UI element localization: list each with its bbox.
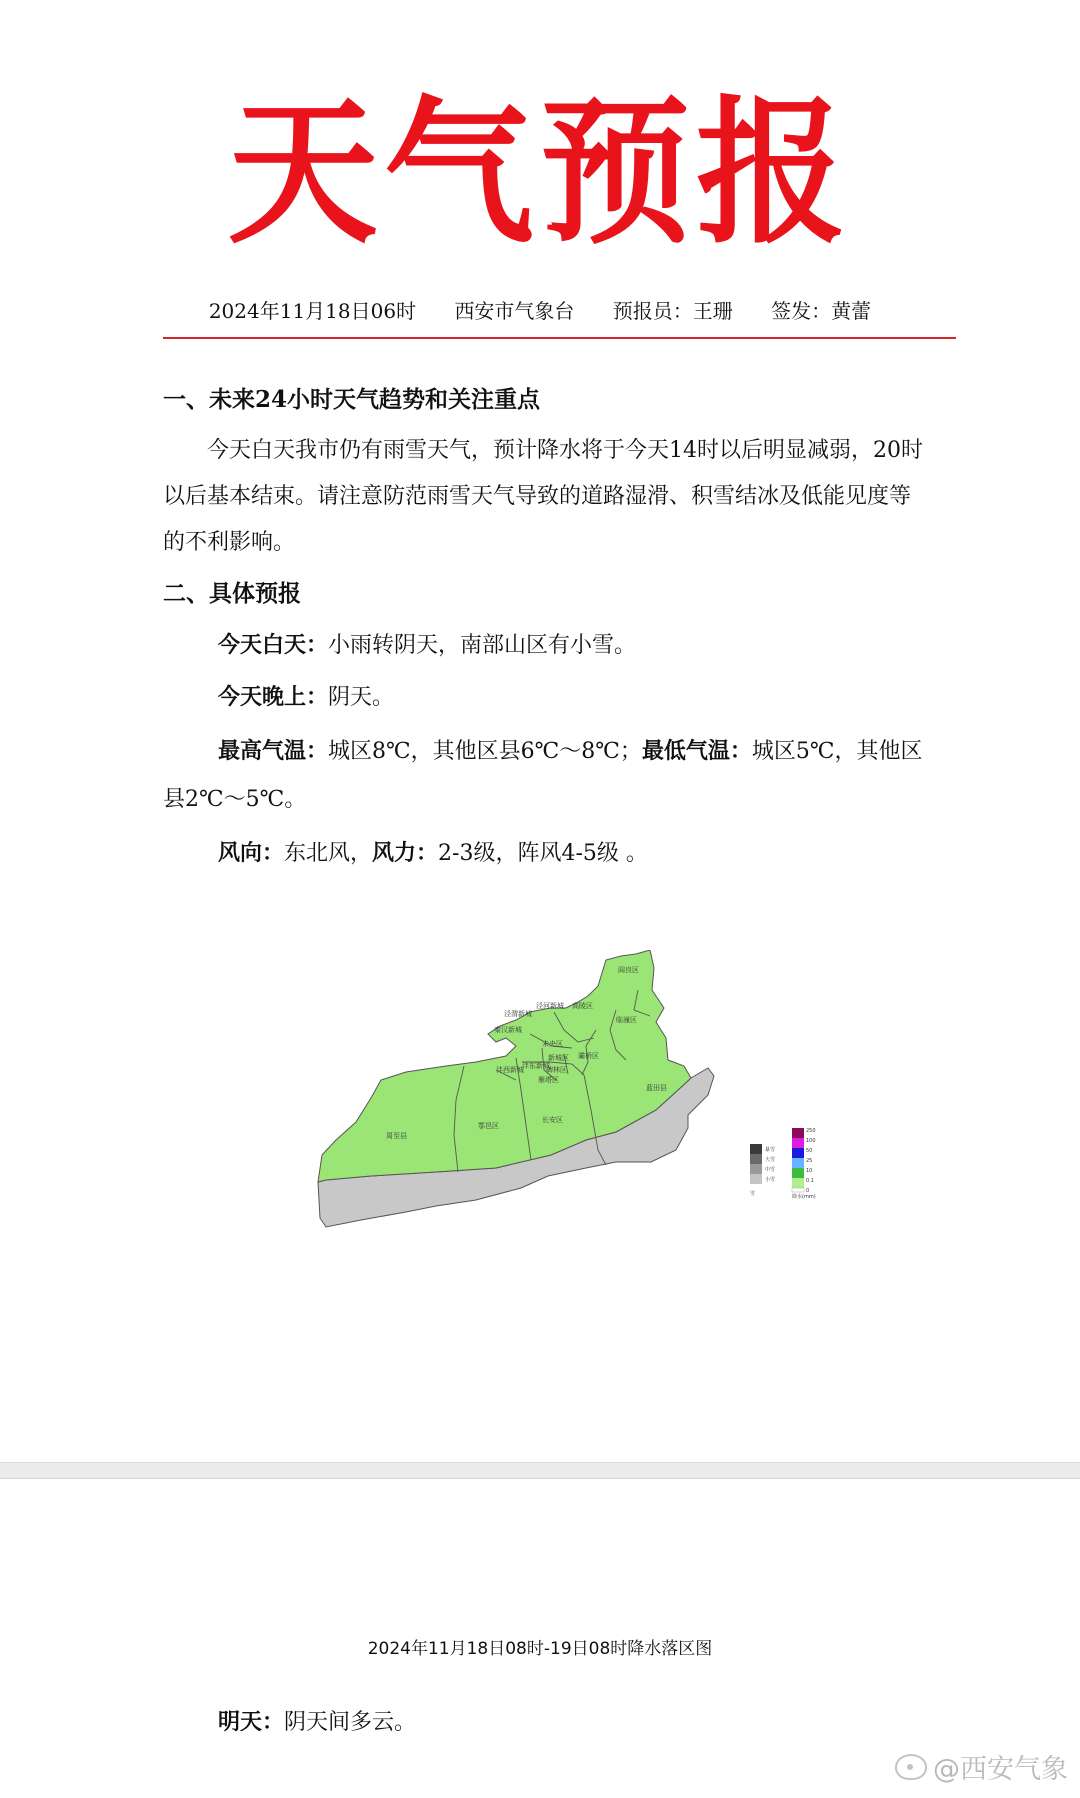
- rain-legend-5: 10: [806, 1168, 813, 1174]
- rain-legend-6: 0.1: [806, 1178, 814, 1184]
- max-temp-label: 最高气温：: [218, 738, 329, 764]
- document-page-2: [0, 1478, 1080, 1798]
- rain-legend-title: 降水(mm): [792, 1194, 816, 1200]
- label-fengdong: 沣东新城: [522, 1062, 550, 1070]
- temperature-row: [163, 727, 923, 824]
- snow-legend-title: 雪: [750, 1191, 756, 1197]
- label-fengxi: 沣西新城: [496, 1066, 524, 1074]
- section-1-body: 今天白天我市仍有雨雪天气，预计降水将于今天14时以后明显减弱，20时以后基本结束。请注意防范雨雪天气导致的道路湿滑、积雪结冰及低能见度等的不利影响。: [163, 438, 923, 555]
- today-night-label: 今天晚上：: [218, 684, 329, 710]
- wind-row: [218, 831, 923, 876]
- label-lantian: 蓝田县: [646, 1084, 667, 1092]
- snow-legend-2: 大雪: [765, 1157, 776, 1163]
- label-jinghe2: 泾渭新城: [504, 1010, 532, 1018]
- issuer: 西安市气象台: [454, 299, 575, 323]
- rain-legend-7: 0: [806, 1188, 810, 1194]
- tomorrow-text: 阴天间多云。: [284, 1710, 417, 1735]
- label-zhouzhi: 周至县: [386, 1132, 407, 1140]
- wind-force-text: 2-3级，阵风4-5级 。: [438, 841, 648, 866]
- label-beilin: 碑林区: [546, 1066, 567, 1074]
- forecast-content: [163, 372, 923, 883]
- tomorrow-label: 明天：: [218, 1709, 285, 1735]
- forecaster: 预报员：王珊: [612, 299, 733, 323]
- label-gaoling: 高陵区: [572, 1002, 593, 1010]
- rain-legend-1: 250: [806, 1128, 816, 1134]
- signer: 签发：黄蕾: [771, 299, 872, 323]
- issue-info: [0, 295, 1080, 324]
- rain-legend-3: 50: [806, 1148, 813, 1154]
- rain-legend: [792, 1128, 816, 1200]
- min-temp-label: 最低气温：: [641, 738, 752, 764]
- rain-legend-4: 25: [806, 1158, 813, 1164]
- label-yanliang: 阎良区: [618, 966, 639, 974]
- snow-legend-1: 暴雪: [765, 1147, 776, 1153]
- today-day-row: [218, 623, 923, 668]
- rain-legend-2: 100: [806, 1138, 816, 1144]
- tomorrow-row: [218, 1705, 416, 1736]
- label-lintong: 临潼区: [616, 1016, 637, 1024]
- watermark-text: @西安气象: [933, 1754, 1068, 1785]
- today-night-text: 阴天。: [328, 685, 395, 710]
- max-temp-text: 城区8℃，其他区县6℃～8℃；: [328, 739, 642, 764]
- wind-dir-label: 风向：: [218, 840, 285, 866]
- label-changan: 长安区: [542, 1116, 563, 1124]
- section-2-heading: 二、具体预报: [163, 580, 301, 607]
- wind-force-label: 风力：: [372, 840, 439, 866]
- today-night-row: [218, 675, 923, 720]
- snow-legend: [750, 1144, 775, 1197]
- label-qinhan: 秦汉新城: [494, 1026, 522, 1034]
- label-xincheng: 新城区: [548, 1054, 569, 1062]
- label-yanta: 雁塔区: [538, 1076, 559, 1084]
- label-weiyang: 未央区: [542, 1040, 563, 1048]
- label-jinghe: 泾河新城: [536, 1002, 564, 1010]
- today-day-label: 今天白天：: [218, 632, 329, 658]
- watermark: [895, 1747, 1068, 1786]
- weibo-icon: [895, 1754, 927, 1780]
- snow-legend-4: 小雪: [765, 1177, 776, 1183]
- label-huyi: 鄠邑区: [478, 1122, 499, 1130]
- section-1-heading: 一、未来24小时天气趋势和关注重点: [163, 386, 541, 413]
- issue-date: 2024年11月18日06时: [208, 299, 417, 323]
- snow-legend-3: 中雪: [765, 1167, 776, 1173]
- min-temp-text: 城区5℃，其他区县2℃～5℃。: [163, 739, 923, 812]
- map-caption: 2024年11月18日08时-19日08时降水落区图: [367, 1639, 713, 1659]
- header-divider: [163, 337, 956, 339]
- label-baqiao: 灞桥区: [578, 1052, 599, 1060]
- wind-dir-text: 东北风，: [284, 841, 373, 866]
- today-day-text: 小雨转阴天，南部山区有小雪。: [328, 633, 637, 658]
- precipitation-map: [316, 950, 826, 1235]
- page-title: 天气预报: [227, 80, 852, 266]
